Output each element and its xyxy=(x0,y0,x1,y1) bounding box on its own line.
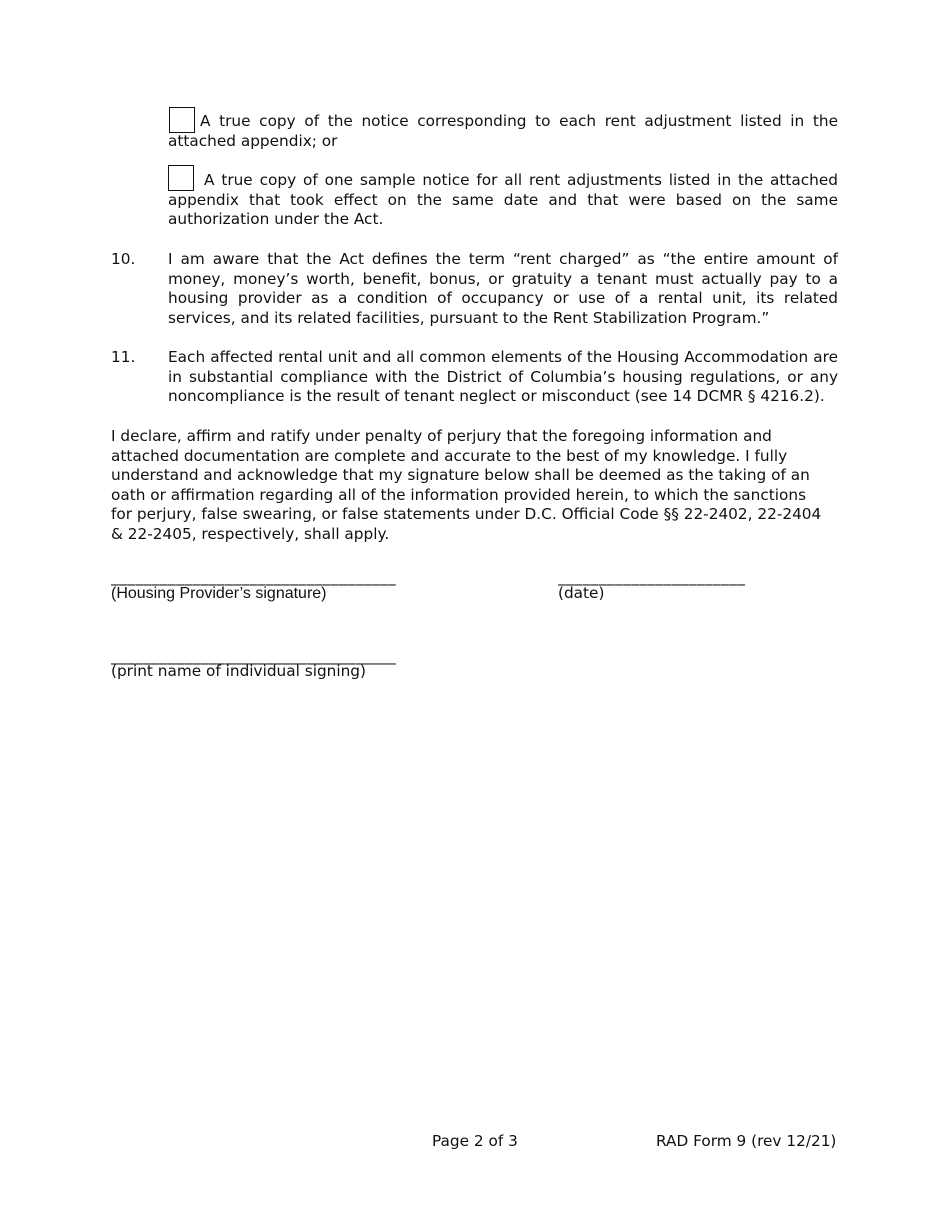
print-name-line[interactable]: ___________________________________ xyxy=(111,647,397,665)
date-line[interactable]: _______________________ xyxy=(558,568,746,586)
option-b-text: A true copy of one sample notice for all rent adjustments listed in the attached appendix that took effect on the same date and that were based on the same authorization under the Act. xyxy=(168,171,838,229)
option-a-text: A true copy of the notice corresponding to each rent adjustment listed in the attached appendix; or xyxy=(168,112,838,150)
item-text-11: Each affected rental unit and all common elements of the Housing Accommodation are in substantial compliance with the District of Columbia’s housing regulations, or any noncompliance is the result of tenant neglect or misconduct (see 14 DCMR § 4216.2). xyxy=(168,348,838,406)
provider-signature-label: (Housing Provider’s signature) xyxy=(111,585,327,602)
date-label: (date) xyxy=(558,584,605,602)
item-number-10: 10. xyxy=(111,250,136,268)
declaration-text: I declare, affirm and ratify under penalty of perjury that the foregoing information and attached documentation are complete and accurate to the best of my knowledge. I fully understand and acknowledge that my signature below shall be deemed as the taking of an oath or affirmation regarding all of the information provided herein, to which the sanctions for perjury, false swearing, or false statements under D.C. Official Code §§ 22-2402, 22-2404 & 22-2405, respectively, shall apply. xyxy=(111,427,822,543)
form-identifier: RAD Form 9 (rev 12/21) xyxy=(656,1132,837,1150)
item-number-11: 11. xyxy=(111,348,136,366)
item-text-10: I am aware that the Act defines the term “rent charged” as “the entire amount of money, money’s worth, benefit, bonus, or gratuity a tenant must actually pay to a housing provider as a condition of occupancy or use of a rental unit, its related services, and its related facilities, pursuant to the Rent Stabilization Program.” xyxy=(168,250,838,327)
page-number: Page 2 of 3 xyxy=(432,1132,518,1150)
provider-signature-line[interactable]: ___________________________________ xyxy=(111,568,397,586)
print-name-label: (print name of individual signing) xyxy=(111,662,366,680)
